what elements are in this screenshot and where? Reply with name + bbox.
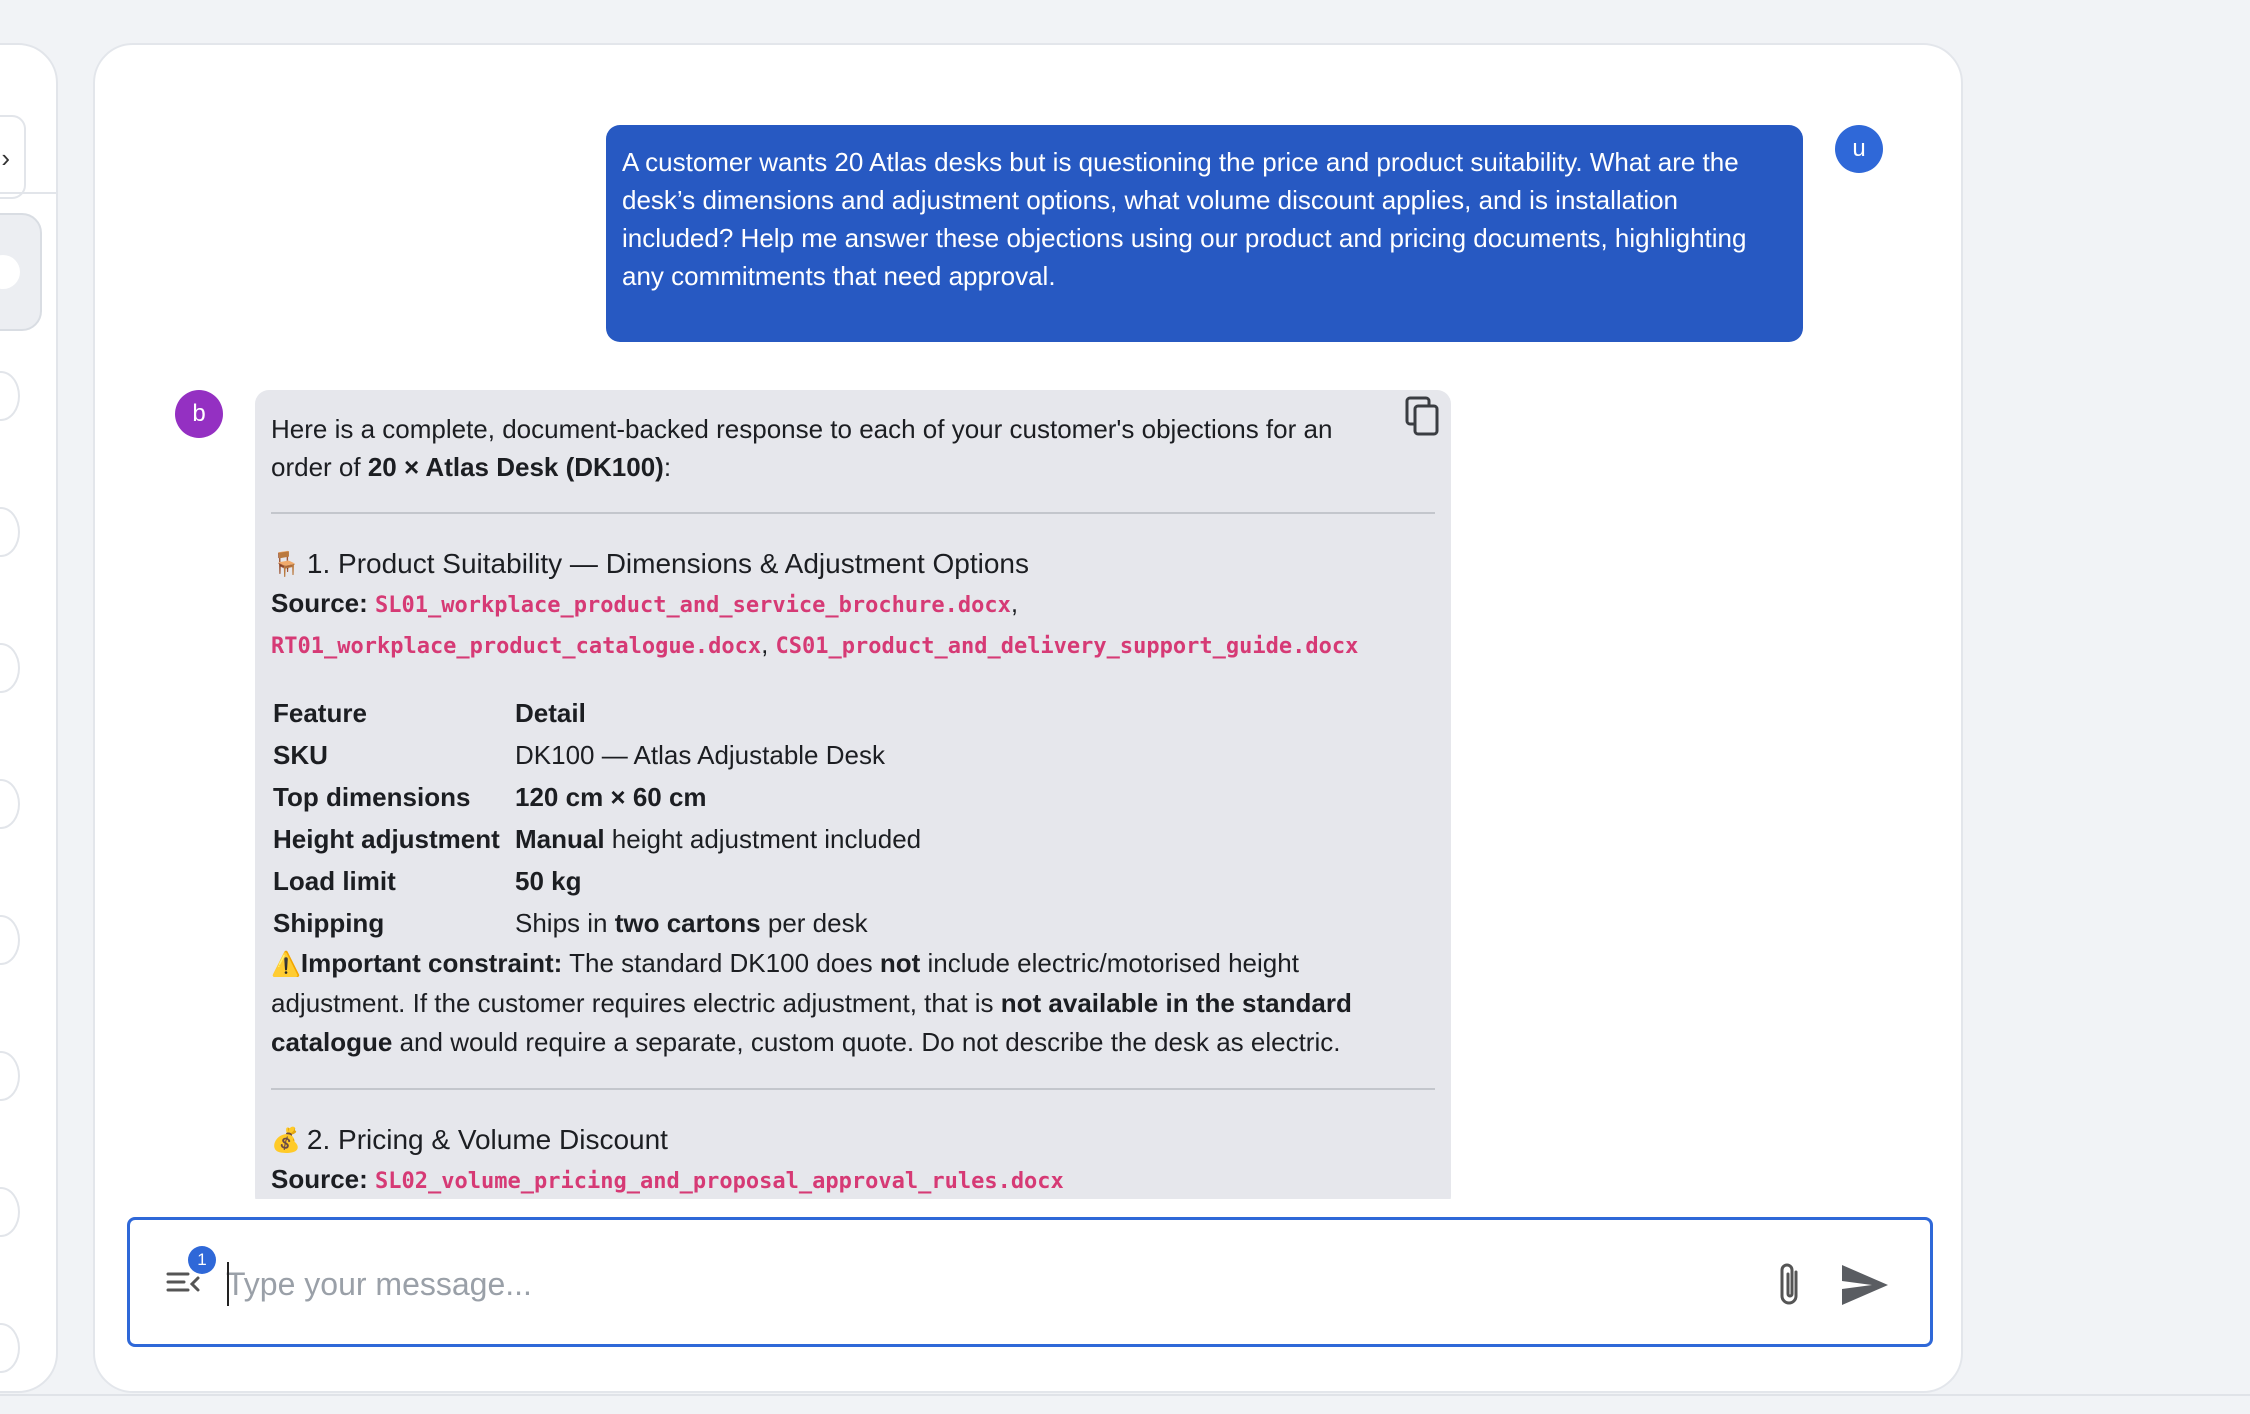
message-list[interactable] — [95, 45, 1961, 1199]
table-row: Top dimensions 120 cm × 60 cm — [273, 782, 707, 812]
sidebar-item[interactable] — [0, 1051, 20, 1101]
warning-icon: ⚠️ — [271, 950, 301, 978]
chat-panel — [93, 43, 1963, 1393]
notification-badge: 1 — [188, 1246, 216, 1274]
sidebar-item[interactable] — [0, 643, 20, 693]
user-message-bubble — [606, 125, 1803, 342]
table-row: Shipping Ships in two cartons per desk — [273, 908, 868, 938]
sidebar-item[interactable] — [0, 1187, 20, 1237]
bot-intro: Here is a complete, document-backed response to each of your customer's objections for an order of 20 × Atlas Desk (DK100): — [271, 414, 1333, 482]
section-heading: 💰 2. Pricing & Volume Discount — [271, 1120, 1435, 1160]
sidebar-toggle-button[interactable] — [0, 115, 26, 199]
sidebar-item[interactable] — [0, 779, 20, 829]
source-file: RT01_workplace_product_catalogue.docx — [271, 634, 762, 659]
sidebar-divider — [0, 192, 56, 194]
send-icon[interactable] — [1840, 1262, 1890, 1308]
table-row: SKU DK100 — Atlas Adjustable Desk — [273, 740, 885, 770]
sidebar-item[interactable] — [0, 915, 20, 965]
chair-icon: 🪑 — [271, 550, 301, 578]
bot-avatar: b — [175, 390, 223, 438]
table-row: Load limit 50 kg — [273, 866, 582, 896]
sidebar-item-active[interactable] — [0, 213, 42, 331]
section-heading: 🪑 1. Product Suitability — Dimensions & Adjustment Options — [271, 544, 1435, 584]
copy-icon[interactable] — [1405, 396, 1441, 436]
source-file: SL02_volume_pricing_and_proposal_approval_rules.docx — [375, 1169, 1064, 1194]
sidebar-item[interactable] — [0, 507, 20, 557]
sidebar-item[interactable] — [0, 1323, 20, 1373]
message-input[interactable] — [226, 1258, 1726, 1310]
money-bag-icon: 💰 — [271, 1126, 301, 1154]
source-file: SL01_workplace_product_and_service_brochure.docx — [375, 593, 1011, 618]
message-composer — [127, 1217, 1933, 1347]
source-line: Source: SL02_volume_pricing_and_proposal_approval_rules.docx — [271, 1164, 1064, 1194]
window-bottom-border — [0, 1394, 2250, 1396]
text-caret — [227, 1262, 229, 1306]
divider — [271, 1088, 1435, 1090]
bot-message-bubble — [255, 390, 1451, 1199]
constraint-note: ⚠️Important constraint: The standard DK100 does not include electric/motorised height adjustment. If the customer requires electric adjustment, that is not available in the standard catalogue and would require a separate, custom quote. Do not describe the desk as electric. — [271, 948, 1352, 1057]
user-avatar: u — [1835, 125, 1883, 173]
source-line: Source: SL01_workplace_product_and_service_brochure.docx, RT01_workplace_product_catalogue.docx, CS01_product_and_delivery_support_guide.docx — [271, 588, 1359, 659]
chevron-icon: › — [1, 143, 10, 173]
left-sidebar — [0, 43, 58, 1393]
paperclip-icon[interactable] — [1770, 1258, 1810, 1312]
divider — [271, 512, 1435, 514]
table-header-row: Feature Detail — [273, 698, 586, 728]
sidebar-item[interactable] — [0, 371, 20, 421]
table-row: Height adjustment Manual height adjustment included — [273, 824, 922, 854]
user-message-text: A customer wants 20 Atlas desks but is questioning the price and product suitability. What are the desk’s dimensions and adjustment options, what volume discount applies, and is installation included? Help me answer these objections using our product and pricing documents, highlighting any commitments that need approval. — [622, 147, 1747, 291]
sidebar-item-icon — [0, 255, 20, 289]
source-file: CS01_product_and_delivery_support_guide.docx — [775, 634, 1359, 659]
feature-table — [271, 692, 923, 944]
